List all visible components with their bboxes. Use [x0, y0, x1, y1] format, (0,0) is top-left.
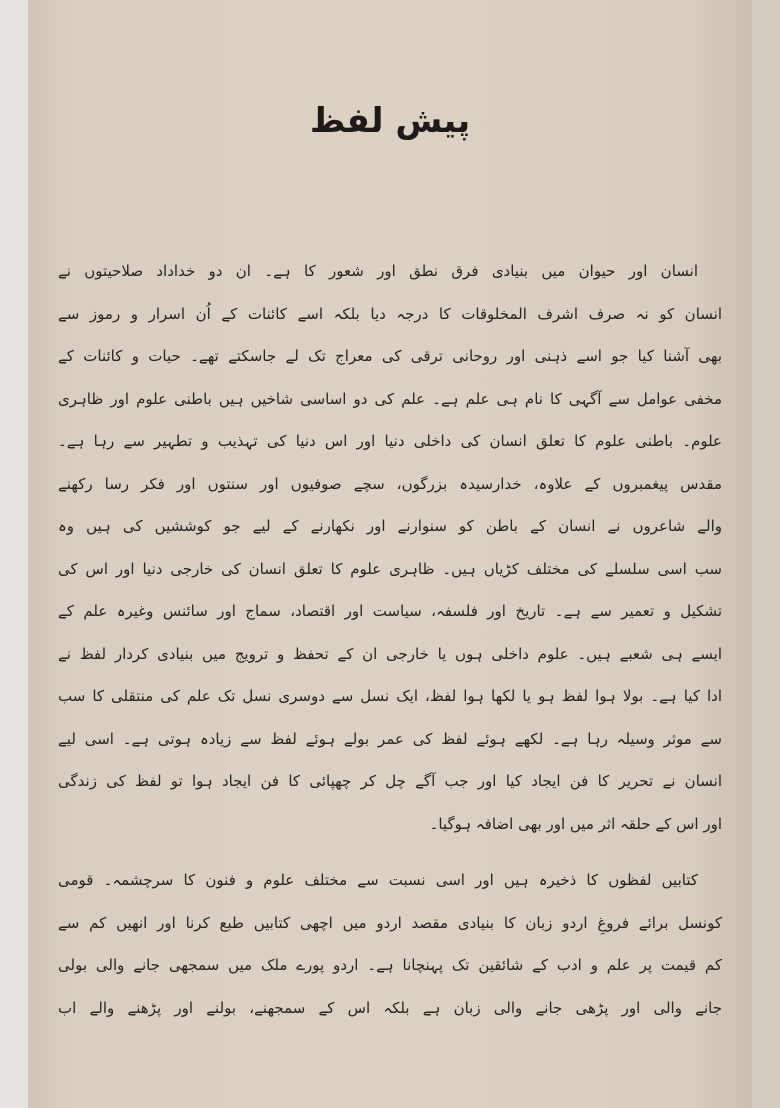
text-line: انسان کو نہ صرف اشرف المخلوقات کا درجہ دیا بلکہ اسے کائنات کے اُن اسرار و رموز سے	[58, 304, 722, 323]
text-line: مقدس پیغمبروں کے علاوہ، خدارسیدہ بزرگوں، سچے صوفیوں اور سنتوں اور فکر رسا رکھنے	[58, 474, 722, 493]
text-line: بھی آشنا کیا جو اسے ذہنی اور روحانی ترقی کی معراج تک لے جاسکتے تھے۔ حیات و کائنات کے	[58, 347, 722, 365]
text-line: علوم۔ باطنی علوم کا تعلق انسان کی داخلی دنیا اور اس دنیا کی تہذیب و تطہیر سے رہا ہے۔	[58, 432, 722, 450]
text-line: کم قیمت پر علم و ادب کے شائقین تک پہنچانا ہے۔ اردو پورے ملک میں سمجھی جانے والی بولی	[58, 956, 722, 974]
text-line: ادا کیا ہے۔ بولا ہوا لفظ ہو یا لکھا ہوا لفظ، ایک نسل سے دوسری نسل تک علم کی منتقلی کا سب	[58, 687, 722, 705]
text-line: کتابیں لفظوں کا ذخیرہ ہیں اور اسی نسبت سے مختلف علوم و فنون کا سرچشمہ۔ قومی	[58, 871, 698, 889]
text-line: اور اس کے حلقہ اثر میں اور بھی اضافہ ہوگیا۔	[429, 814, 722, 833]
text-line: والے شاعروں نے انسان کے باطن کو سنوارنے اور نکھارنے کے لیے جو کوششیں کی ہیں وہ	[58, 517, 722, 535]
text-line: ایسے ہی شعبے ہیں۔ علوم داخلی ہوں یا خارجی ان کے تحفظ و ترویج میں بنیادی کردار لفظ نے	[58, 644, 722, 663]
text-line: سے موثر وسیلہ رہا ہے۔ لکھے ہوئے لفظ کی عمر بولے ہوئے لفظ سے زیادہ ہوتی ہے۔ اسی لیے	[58, 729, 722, 748]
paragraph-2	[58, 859, 722, 1029]
text-line: جانے والی اور پڑھی جانے والی زبان ہے بلکہ اس کے سمجھنے، بولنے اور پڑھنے والے اب	[58, 998, 722, 1017]
text-line: کونسل برائے فروغِ اردو زبان کا بنیادی مقصد اردو میں اچھی کتابیں طبع کرنا اور انھیں کم سے	[58, 913, 722, 932]
page-edge	[752, 0, 780, 1108]
text-line: مخفی عوامل سے آگہی کا نام ہی علم ہے۔ علم کی دو اساسی شاخیں ہیں باطنی علوم اور ظاہری	[58, 389, 722, 408]
paragraph-1	[58, 250, 722, 845]
text-line: انسان نے تحریر کا فن ایجاد کیا اور جب آگے چل کر چھپائی کا فن ایجاد ہوا تو لفظ کی زندگی	[58, 772, 722, 790]
text-line: سب اسی سلسلے کی مختلف کڑیاں ہیں۔ ظاہری علوم کا تعلق انسان کی خارجی دنیا اور اس کی	[58, 559, 722, 578]
page-title: پیش لفظ	[309, 101, 471, 141]
text-line: تشکیل و تعمیر سے ہے۔ تاریخ اور فلسفہ، سیاست اور اقتصاد، سماج اور سائنس وغیرہ علم کے	[58, 602, 722, 620]
book-page	[28, 0, 752, 1108]
text-line: انسان اور حیوان میں بنیادی فرق نطق اور شعور کا ہے۔ ان دو خداداد صلاحیتوں نے	[58, 262, 698, 280]
